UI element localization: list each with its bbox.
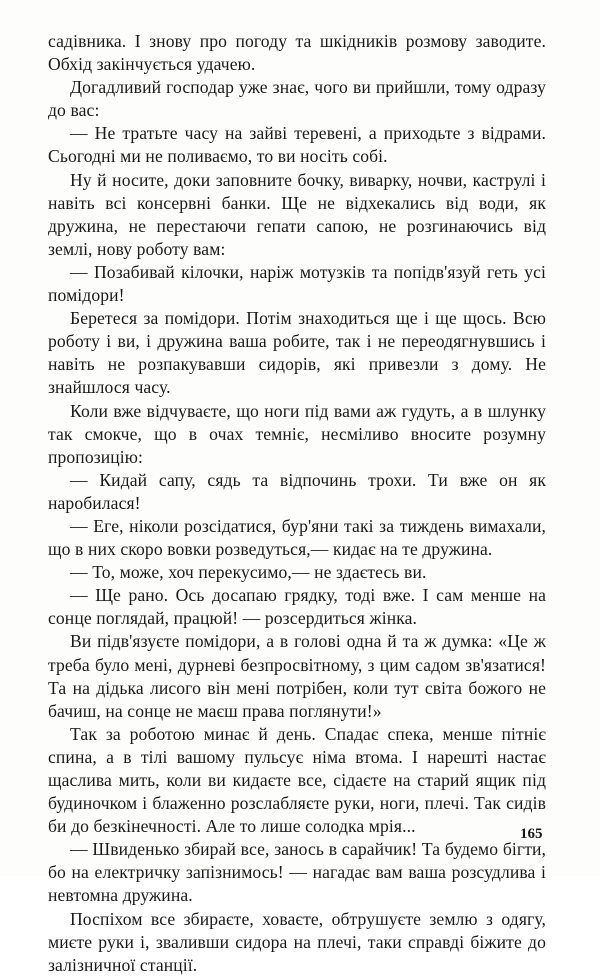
paragraph-6: Беретеся за помідори. Потім знаходиться ще і ще щось. Всю роботу і ви, і дружина ваша робите, так і не переодягнувшись і навіть не розпакувавши сидорів, які привезли з дому. Не знайшлося часу. [48, 308, 546, 398]
paragraph-9: — Еге, ніколи розсідатися, бур'яни такі за тиждень вимахали, що в них скоро вовки розведуться,— кидає на те дружина. [48, 515, 546, 560]
paragraph-3: — Не тратьте часу на зайві теревені, а приходьте з відрами. Сьогодні ми не поливаємо, то ви носіть собі. [48, 123, 546, 167]
paragraph-4: Ну й носите, доки заповните бочку, виварку, ночви, каструлі і навіть всі консервні банки. Ще не відхекались від води, як дружина, не перестаючи гепати сапою, не розгинаючись від землі, нову роботу вам: [48, 169, 546, 259]
paragraph-13: Так за роботою минає й день. Спадає спека, менше пітніє спина, а в тілі вашому пульсує німа втома. І нарешті настає щаслива мить, коли ви кидаєте все, сідаєте на старий ящик під будиночком і блаженно розслабляєте руки, ноги, плечі. Так сидів би до безкінечності. Але то лише солодка мрія... [48, 723, 546, 837]
paragraph-2: Догадливий господар уже знає, чого ви прийшли, тому одразу до вас: [48, 77, 546, 121]
body-text [48, 30, 546, 977]
paragraph-12: Ви підв'язуєте помідори, а в голові одна й та ж думка: «Це ж треба було мені, дурневі безпросвітному, з цим садом зв'язатися! Та на дідька лисого він мені потрібен, коли тут світа божого не бачиш, на сонце не маєш права поглянути!» [48, 631, 546, 721]
paragraph-10: — То, може, хоч перекусимо,— не здаєтесь ви. [70, 562, 427, 583]
paragraph-15: Поспіхом все збираєте, ховаєте, обтрушуєте землю з одягу, миєте руки і, зваливши сидора на плечі, таки справді біжите до залізничної станції. [48, 908, 546, 975]
paragraph-7: Коли вже відчуваєте, що ноги під вами аж гудуть, а в шлунку так смокче, що в очах темніє, несміливо вносите розумну пропозицію: [48, 400, 546, 467]
page-number: 165 [520, 826, 543, 842]
paragraph-1: садівника. І знову про погоду та шкідників розмову заводите. Обхід закінчується удачею. [48, 31, 546, 75]
paragraph-5: — Позабивай кілочки, наріж мотузків та попідв'язуй геть усі помідори! [48, 261, 546, 306]
paragraph-11: — Ще рано. Ось досапаю грядку, тоді вже. І сам менше на сонце поглядай, працюй! — розсердиться жінка. [48, 585, 546, 629]
paragraph-14: — Швиденько збирай все, занось в сарайчик! Та будемо бігти, бо на електричку запізнимось! — нагадає вам ваша розсудлива і невтомна дружина. [48, 839, 546, 906]
paragraph-8: — Кидай сапу, сядь та відпочинь трохи. Ти вже он як наробилася! [48, 469, 546, 513]
